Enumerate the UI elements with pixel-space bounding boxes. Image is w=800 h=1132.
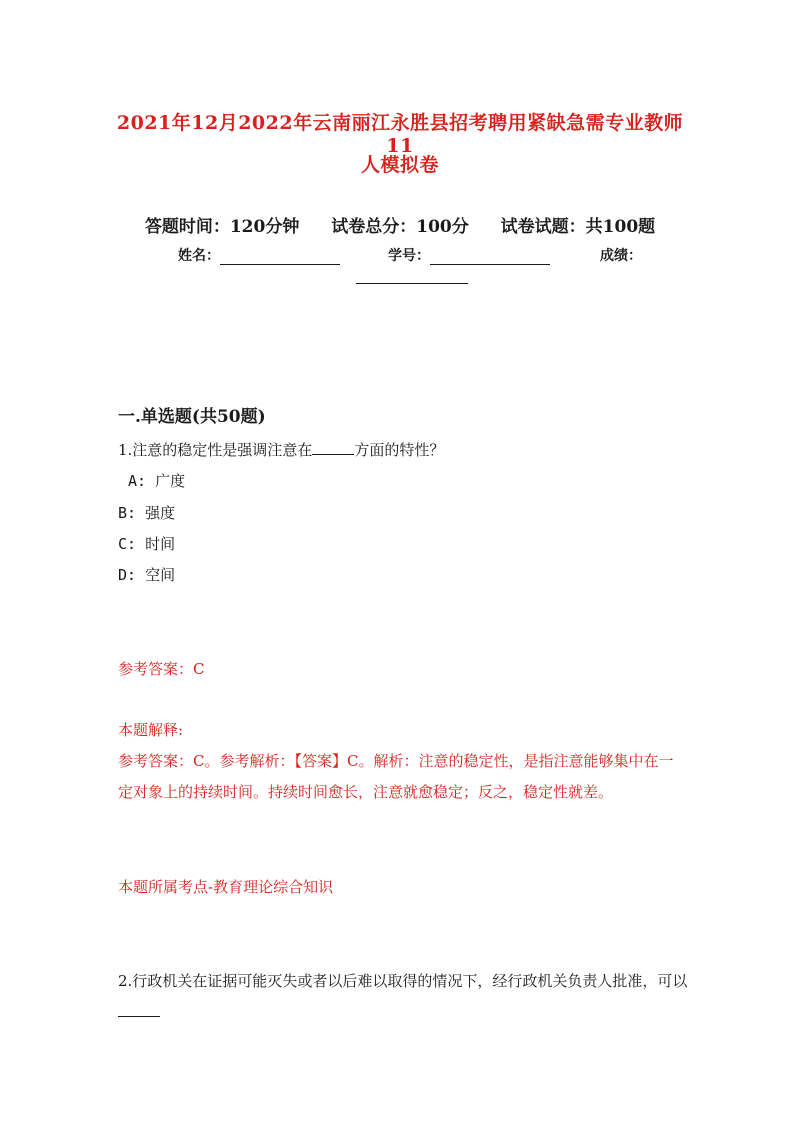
option-c[interactable] <box>118 533 175 554</box>
option-a-text: 广度 <box>155 472 186 490</box>
score-label: 成绩： <box>600 248 642 264</box>
option-a[interactable] <box>128 470 185 491</box>
explanation-text-1: 参考答案：C。参考解析：【答案】C。解析：注意的稳定性，是指注意能够集中在一定对象上的持续时间。持续时间愈长，注意就愈稳定；反之，稳定性就差。 <box>118 752 674 801</box>
exam-total-score: 试卷总分：100分 <box>331 217 469 237</box>
explanation-label-1: 本题解释: <box>118 721 184 739</box>
question-1-blank <box>312 440 354 455</box>
student-id-blank[interactable] <box>430 248 550 265</box>
option-d-text: 空间 <box>145 566 176 584</box>
option-d[interactable] <box>118 564 175 585</box>
option-a-letter: A: <box>128 472 147 490</box>
option-b-letter: B: <box>118 504 137 522</box>
exam-info <box>0 212 800 237</box>
name-field <box>178 245 340 265</box>
name-label: 姓名： <box>178 248 220 264</box>
exam-title-line-2: 人模拟卷 <box>360 154 439 176</box>
question-2-text: 2.行政机关在证据可能灭失或者以后难以取得的情况下，经行政机关负责人批准，可以 <box>118 972 688 990</box>
exam-question-count: 试卷试题：共100题 <box>500 217 656 237</box>
option-b-text: 强度 <box>145 504 176 522</box>
question-2 <box>118 966 688 1028</box>
student-id-field <box>388 245 550 265</box>
topic-1: 本题所属考点-教育理论综合知识 <box>118 878 334 896</box>
score-field <box>600 245 642 265</box>
score-blank-row <box>356 267 468 284</box>
question-2-blank <box>118 1002 160 1017</box>
question-1-text-after: 方面的特性？ <box>354 441 445 459</box>
score-blank[interactable] <box>356 267 468 284</box>
answer-1: 参考答案：C <box>118 660 205 678</box>
option-c-letter: C: <box>118 535 137 553</box>
name-blank[interactable] <box>220 248 340 265</box>
question-1-text-before: 1.注意的稳定性是强调注意在 <box>118 441 313 459</box>
option-c-text: 时间 <box>145 535 176 553</box>
exam-time: 答题时间：120分钟 <box>144 217 300 237</box>
section-heading: 一.单选题(共50题) <box>118 407 266 427</box>
question-1 <box>118 435 688 466</box>
option-b[interactable] <box>118 502 175 523</box>
student-id-label: 学号： <box>388 248 430 264</box>
option-d-letter: D: <box>118 566 137 584</box>
exam-title-line-1: 2021年12月2022年云南丽江永胜县招考聘用紧缺急需专业教师11 <box>116 112 684 157</box>
